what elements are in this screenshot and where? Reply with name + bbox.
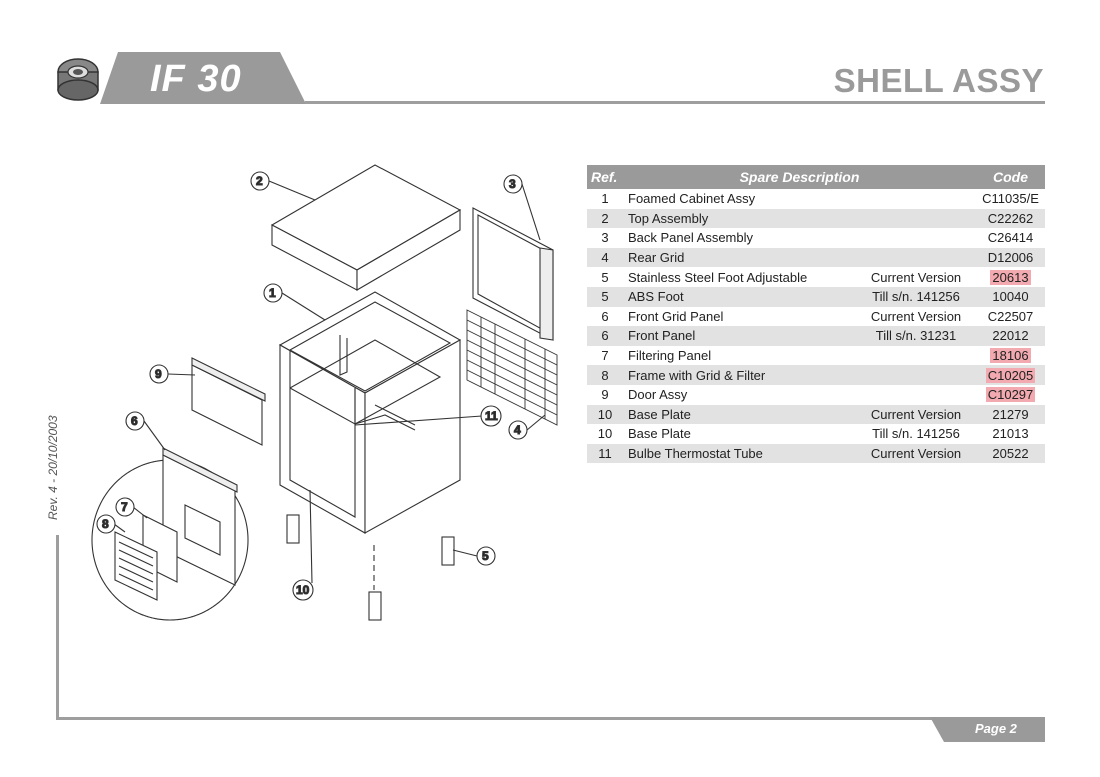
- row-ref-text: 10: [597, 426, 613, 442]
- row-ref-text: 11: [598, 446, 612, 462]
- row-code-text: 20522: [992, 446, 1029, 462]
- callout-7: [116, 498, 147, 518]
- row-ref: [587, 424, 623, 444]
- parts-table: [587, 165, 1045, 463]
- row-code: [976, 228, 1045, 248]
- product-logo-icon: [50, 52, 106, 104]
- row-ref-text: 6: [601, 328, 609, 344]
- row-description-text: Bulbe Thermostat Tube: [628, 446, 763, 462]
- row-description-text: Top Assembly: [628, 210, 709, 226]
- revision-label: Rev. 4 - 20/10/2003: [46, 415, 60, 520]
- row-ref-text: 4: [601, 250, 609, 266]
- row-code-text: C10297: [987, 387, 1034, 403]
- row-version: [856, 209, 976, 229]
- side-divider: [56, 535, 59, 720]
- row-code-text: 21279: [992, 406, 1029, 422]
- table-row: [587, 248, 1045, 268]
- row-ref-text: 5: [601, 269, 609, 285]
- front-panel-detail: [92, 448, 248, 620]
- svg-text:3: 3: [509, 177, 516, 191]
- row-ref: [587, 267, 623, 287]
- callout-2: [251, 172, 315, 200]
- row-code: [976, 346, 1045, 366]
- callout-5: [453, 547, 495, 565]
- row-version: [856, 267, 976, 287]
- row-ref-text: 8: [601, 367, 609, 383]
- row-ref: [587, 307, 623, 327]
- callout-6: [126, 412, 165, 450]
- row-code-text: C11035/E: [982, 191, 1039, 207]
- row-code-text: 10040: [992, 289, 1029, 305]
- table-row: [587, 189, 1045, 209]
- row-version-text: Till s/n. 141256: [872, 289, 960, 305]
- row-version: [856, 405, 976, 425]
- row-ref: [587, 365, 623, 385]
- page-number: Page 2: [975, 721, 1017, 736]
- row-code-text: 18106: [992, 348, 1029, 364]
- row-description: [623, 346, 856, 366]
- row-description: [623, 228, 856, 248]
- row-code-text: 21013: [992, 426, 1029, 442]
- table-row: [587, 444, 1045, 464]
- row-code-text: 22012: [992, 328, 1029, 344]
- row-code: [976, 267, 1045, 287]
- row-version: [856, 365, 976, 385]
- callout-4: [509, 415, 545, 439]
- table-row: [587, 385, 1045, 405]
- row-ref-text: 1: [601, 191, 609, 207]
- row-code-text: C10205: [987, 367, 1034, 383]
- row-version: [856, 307, 976, 327]
- row-code: [976, 424, 1045, 444]
- callout-8: [97, 515, 125, 533]
- row-description: [623, 287, 856, 307]
- row-code: [976, 248, 1045, 268]
- foamed-cabinet-part: [280, 292, 460, 533]
- table-row: [587, 209, 1045, 229]
- svg-text:4: 4: [514, 423, 521, 437]
- svg-text:6: 6: [131, 414, 138, 428]
- row-version: [856, 326, 976, 346]
- row-version: [856, 385, 976, 405]
- callout-9: [150, 365, 195, 383]
- callout-10: [293, 490, 313, 600]
- row-code: [976, 189, 1045, 209]
- table-row: [587, 287, 1045, 307]
- row-description-text: Filtering Panel: [628, 348, 712, 364]
- row-code: [976, 326, 1045, 346]
- row-description-text: ABS Foot: [628, 289, 684, 305]
- table-row: [587, 307, 1045, 327]
- row-version-text: Till s/n. 141256: [872, 426, 960, 442]
- svg-text:9: 9: [155, 367, 162, 381]
- table-row: [587, 424, 1045, 444]
- header-code: Code: [976, 165, 1045, 189]
- row-version: [856, 287, 976, 307]
- row-description-text: Door Assy: [628, 387, 688, 403]
- row-description-text: Back Panel Assembly: [628, 230, 754, 246]
- row-ref: [587, 326, 623, 346]
- row-ref-text: 7: [601, 348, 609, 364]
- door-assy-part: [192, 358, 265, 445]
- row-description: [623, 424, 856, 444]
- row-version: [856, 248, 976, 268]
- svg-text:11: 11: [485, 409, 498, 423]
- row-description: [623, 267, 856, 287]
- row-ref: [587, 248, 623, 268]
- row-code: [976, 405, 1045, 425]
- callout-1: [264, 284, 325, 320]
- table-row: [587, 326, 1045, 346]
- table-row: [587, 267, 1045, 287]
- svg-text:2: 2: [256, 174, 263, 188]
- row-version-text: Till s/n. 31231: [875, 328, 957, 344]
- row-version: [856, 189, 976, 209]
- model-title: IF 30: [150, 58, 242, 100]
- section-title: SHELL ASSY: [833, 62, 1044, 99]
- row-description-text: Frame with Grid & Filter: [628, 367, 766, 383]
- row-ref-text: 6: [601, 308, 609, 324]
- row-description: [623, 307, 856, 327]
- table-row: [587, 365, 1045, 385]
- header-ref: Ref.: [587, 165, 623, 189]
- row-description: [623, 248, 856, 268]
- row-code: [976, 287, 1045, 307]
- row-description: [623, 405, 856, 425]
- header-description: Spare Description: [623, 165, 976, 189]
- row-ref: [587, 346, 623, 366]
- footer-divider: [56, 717, 936, 720]
- row-description-text: Stainless Steel Foot Adjustable: [628, 269, 808, 285]
- row-description: [623, 444, 856, 464]
- row-description-text: Base Plate: [628, 426, 691, 442]
- top-assembly-part: [272, 165, 460, 290]
- svg-text:10: 10: [296, 583, 310, 597]
- row-code: [976, 209, 1045, 229]
- row-ref: [587, 444, 623, 464]
- row-version: [856, 424, 976, 444]
- row-code-text: C26414: [987, 230, 1034, 246]
- row-description-text: Front Panel: [628, 328, 696, 344]
- row-version-text: Current Version: [870, 446, 962, 462]
- row-ref: [587, 287, 623, 307]
- row-version: [856, 228, 976, 248]
- row-ref: [587, 228, 623, 248]
- row-code: [976, 307, 1045, 327]
- row-description: [623, 365, 856, 385]
- row-ref: [587, 189, 623, 209]
- row-version: [856, 444, 976, 464]
- row-code-text: D12006: [987, 250, 1034, 266]
- row-ref-text: 10: [597, 406, 613, 422]
- table-header-row: [587, 165, 1045, 189]
- table-row: [587, 346, 1045, 366]
- row-version-text: Current Version: [870, 308, 962, 324]
- row-description-text: Foamed Cabinet Assy: [628, 191, 756, 207]
- row-ref-text: 2: [601, 210, 609, 226]
- row-ref-text: 9: [601, 387, 609, 403]
- row-ref: [587, 385, 623, 405]
- header-divider: [305, 101, 1045, 104]
- svg-text:7: 7: [121, 500, 128, 514]
- row-description: [623, 189, 856, 209]
- row-ref-text: 3: [601, 230, 609, 246]
- row-version: [856, 346, 976, 366]
- svg-text:8: 8: [102, 517, 109, 531]
- row-description: [623, 385, 856, 405]
- row-ref: [587, 209, 623, 229]
- row-description: [623, 209, 856, 229]
- exploded-diagram: [85, 160, 565, 640]
- parts-table-body: [587, 189, 1045, 463]
- row-ref: [587, 405, 623, 425]
- row-code-text: C22262: [987, 210, 1034, 226]
- row-version-text: Current Version: [870, 269, 962, 285]
- row-code-text: 20613: [992, 269, 1029, 285]
- row-description-text: Base Plate: [628, 406, 691, 422]
- row-ref-text: 5: [601, 289, 609, 305]
- row-description-text: Front Grid Panel: [628, 308, 724, 324]
- table-row: [587, 405, 1045, 425]
- row-code: [976, 444, 1045, 464]
- row-code: [976, 365, 1045, 385]
- svg-text:1: 1: [269, 286, 276, 300]
- svg-text:5: 5: [482, 549, 489, 563]
- row-description: [623, 326, 856, 346]
- row-version-text: Current Version: [870, 406, 962, 422]
- back-panel-part: [473, 208, 553, 340]
- table-row: [587, 228, 1045, 248]
- row-code-text: C22507: [987, 308, 1034, 324]
- row-description-text: Rear Grid: [628, 250, 685, 266]
- row-code: [976, 385, 1045, 405]
